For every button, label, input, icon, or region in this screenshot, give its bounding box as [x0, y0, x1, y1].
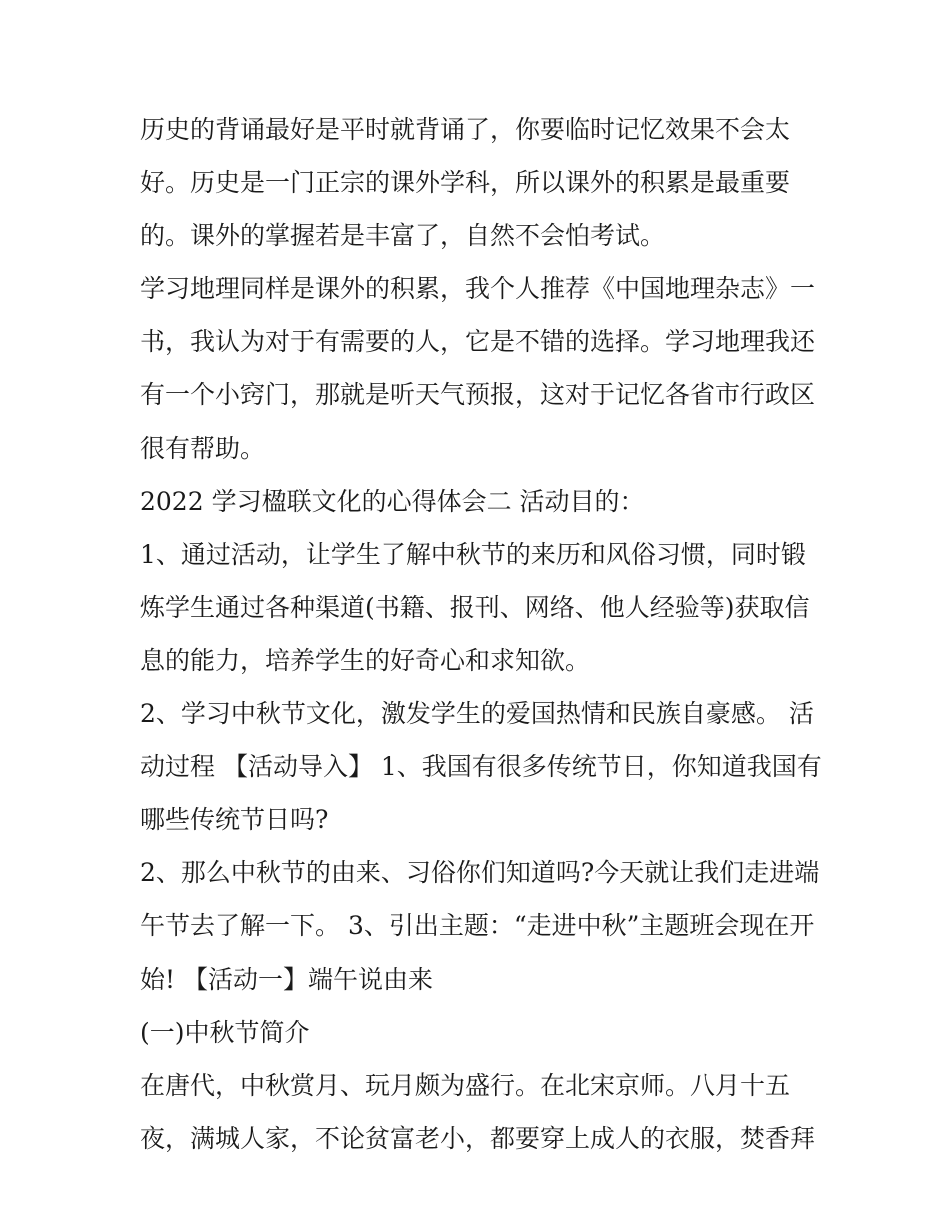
text-line: 夜，满城人家，不论贫富老小，都要穿上成人的衣服，焚香拜 [140, 1123, 816, 1153]
text-line: 1、通过活动，让学生了解中秋节的来历和风俗习惯，同时锻 [140, 539, 806, 569]
text-line: 炼学生通过各种渠道(书籍、报刊、网络、他人经验等)获取信 [140, 592, 810, 622]
text-line: 的。课外的掌握若是丰富了，自然不会怕考试。 [140, 221, 666, 251]
text-line: 午节去了解一下。 3、引出主题：“走进中秋”主题班会现在开 [140, 911, 815, 941]
text-line: 2、那么中秋节的由来、习俗你们知道吗?今天就让我们走进端 [140, 858, 820, 888]
subsection-heading: (一)中秋节简介 [140, 1017, 310, 1047]
text-line: 息的能力，培养学生的好奇心和求知欲。 [140, 645, 591, 675]
text-line: 始! 【活动一】端午说由来 [140, 964, 433, 994]
text-line: 书，我认为对于有需要的人，它是不错的选择。学习地理我还 [140, 327, 816, 357]
section-heading: 2022 学习楹联文化的心得体会二 活动目的： [140, 486, 645, 516]
text-line: 在唐代，中秋赏月、玩月颇为盛行。在北宋京师。八月十五 [140, 1070, 791, 1100]
text-line: 有一个小窍门，那就是听天气预报，这对于记忆各省市行政区 [140, 380, 816, 410]
text-line: 哪些传统节日吗? [140, 805, 329, 835]
text-line: 历史的背诵最好是平时就背诵了，你要临时记忆效果不会太 [140, 115, 791, 144]
text-line: 好。历史是一门正宗的课外学科，所以课外的积累是最重要 [140, 168, 791, 198]
document-body [140, 103, 820, 1165]
text-line: 2、学习中秋节文化，激发学生的爱国热情和民族自豪感。 活 [140, 699, 814, 729]
text-line: 动过程 【活动导入】 1、我国有很多传统节日，你知道我国有 [140, 752, 822, 782]
text-line: 学习地理同样是课外的积累，我个人推荐《中国地理杂志》一 [140, 274, 816, 304]
text-line: 很有帮助。 [140, 433, 266, 463]
